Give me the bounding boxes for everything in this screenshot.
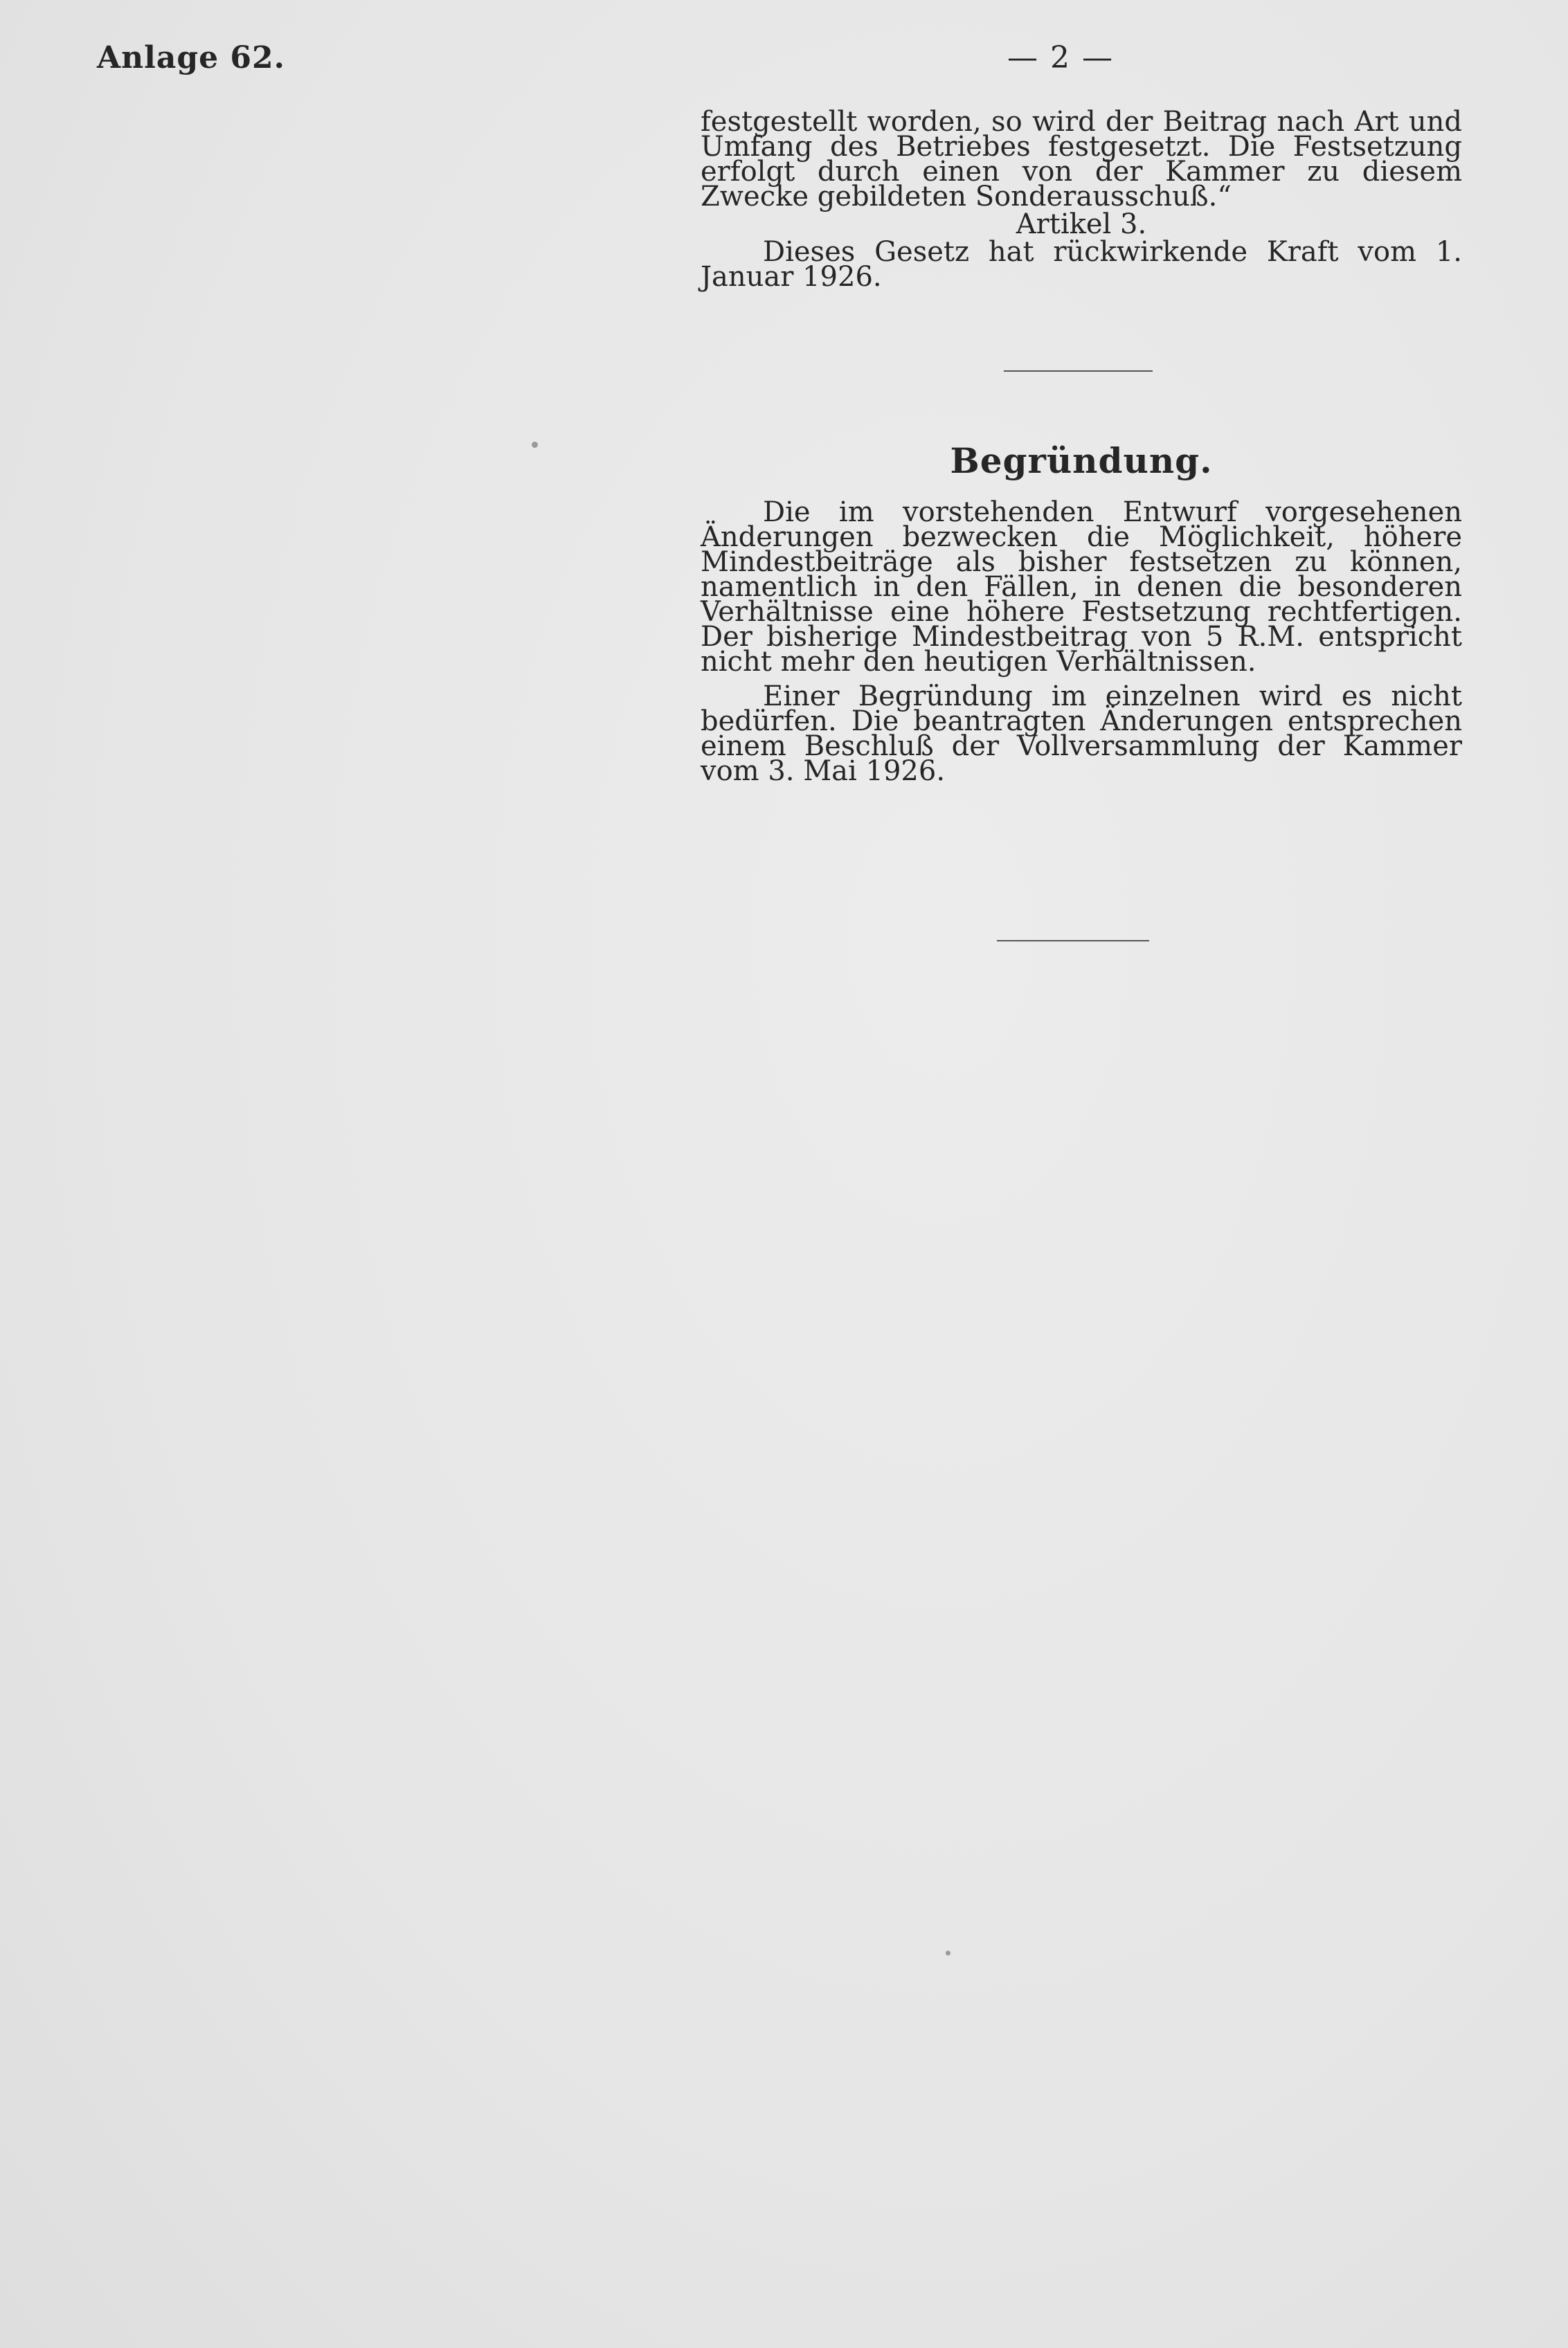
begruendung-paragraph-1: Die im vorstehenden Entwurf vorgesehenen Änderungen bezwecken die Möglichkeit, höhere Mindestbeiträge als bisher festsetzen zu können, namentlich in den Fällen, in denen die besonderen Verhältnisse eine höhere Festsetzung rechtfertigen. Der bisherige Mindestbeitrag von 5 R.M. entspricht nicht mehr den heutigen Verhältnissen. bbox=[701, 496, 1462, 678]
paper-speck bbox=[946, 1951, 950, 1956]
paper-speck bbox=[532, 442, 538, 448]
begruendung-paragraph-2: Einer Begründung im einzelnen wird es nicht bedürfen. Die beantragten Änderungen entsprechen einem Beschluß der Vollversammlung der Kammer vom 3. Mai 1926. bbox=[701, 680, 1462, 787]
text-column-begruendung bbox=[701, 496, 1462, 787]
continuation-paragraph: festgestellt worden, so wird der Beitrag nach Art und Umfang des Betriebes festgesetzt. Die Festsetzung erfolgt durch einen von der Kammer zu diesem Zwecke gebildeten Sonderausschuß.“ bbox=[701, 106, 1462, 213]
section-title: Begründung. bbox=[950, 440, 1213, 481]
artikel-paragraph: Dieses Gesetz hat rückwirkende Kraft vom 1. Januar 1926. bbox=[701, 236, 1462, 293]
closing-rule bbox=[997, 940, 1149, 941]
text-column-top bbox=[701, 106, 1462, 293]
page-number: — 2 — bbox=[1007, 40, 1114, 75]
divider-rule bbox=[1004, 370, 1153, 372]
artikel-heading: Artikel 3. bbox=[1016, 208, 1147, 240]
annex-label: Anlage 62. bbox=[97, 40, 285, 75]
